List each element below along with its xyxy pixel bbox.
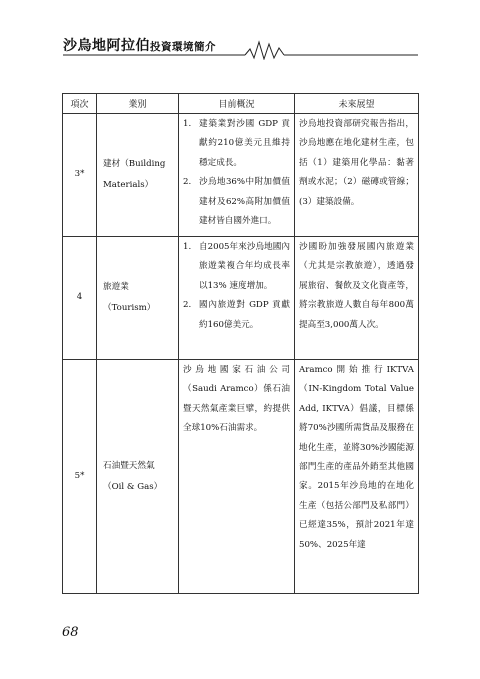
item-number: 1. bbox=[183, 242, 192, 252]
col-header-current: 目前概況 bbox=[179, 94, 295, 114]
category-en: Materials） bbox=[103, 180, 154, 190]
item-number: 2. bbox=[183, 177, 192, 188]
row-current bbox=[179, 237, 295, 360]
category-en: （Oil & Gas） bbox=[103, 481, 163, 492]
row-current: 沙烏地國家石油公司（Saudi Aramco）係石油暨天然氣產業巨擘，約提供全球10%石油需求。 bbox=[179, 360, 295, 594]
row-category bbox=[97, 360, 179, 594]
item-text: 國內旅遊對 GDP 貢獻約160億美元。 bbox=[199, 300, 290, 330]
list-item bbox=[183, 238, 290, 296]
running-header bbox=[63, 38, 418, 60]
item-number: 2. bbox=[183, 300, 192, 311]
category-zh: 石油暨天然氣 bbox=[103, 460, 155, 471]
item-text: 沙烏地36%中附加價值建材及62%高附加價值建材皆自國外進口。 bbox=[199, 177, 290, 227]
col-header-no: 項次 bbox=[63, 94, 97, 114]
row-category bbox=[97, 114, 179, 237]
item-number: 1. bbox=[183, 119, 192, 129]
table-header-row bbox=[63, 94, 419, 114]
row-category bbox=[97, 237, 179, 360]
table-row bbox=[63, 360, 419, 594]
table-row bbox=[63, 114, 419, 237]
page-number: 68 bbox=[62, 625, 79, 640]
table-row bbox=[63, 237, 419, 360]
list-item bbox=[183, 296, 290, 335]
col-header-future: 未來展望 bbox=[295, 94, 419, 114]
row-future: 沙國盼加強發展國內旅遊業（尤其是宗教旅遊），透過發展旅宿、餐飲及文化資產等，將宗教旅遊人數自每年800萬提高至3,000萬人次。 bbox=[295, 237, 419, 360]
row-no: 3* bbox=[63, 114, 97, 237]
list-item bbox=[183, 173, 290, 231]
industry-table bbox=[62, 93, 419, 594]
row-no: 5* bbox=[63, 360, 97, 594]
category-en: （Tourism） bbox=[103, 303, 156, 313]
category-zh: 建材（Building bbox=[103, 159, 166, 169]
header-title-main: 沙烏地阿拉伯 bbox=[63, 38, 150, 54]
row-future: Aramco開始推行IKTVA（IN-Kingdom Total Value Add, IKTVA）倡議，目標係將70%沙國所需貨品及服務在地化生產，並將30%沙國能源部門生產的產品外銷至其他國家。2015年沙烏地的在地化生產（包括公部門及私部門）已經達35%，預計2021年達50%、2025年達 bbox=[295, 360, 419, 594]
header-wave-rule bbox=[63, 38, 418, 60]
header-title-sub: 投資環境簡介 bbox=[150, 41, 216, 53]
row-no: 4 bbox=[63, 237, 97, 360]
row-future: 沙烏地投資部研究報告指出，沙烏地應在地化建材生產，包括（1）建築用化學品：黏著劑或水泥；（2）磁磚或管線；(3）建築設備。 bbox=[295, 114, 419, 237]
item-text: 自2005年來沙烏地國內旅遊業複合年均成長率以13% 速度增加。 bbox=[199, 242, 290, 291]
item-text: 建築業對沙國 GDP 貢獻約210億美元且維持穩定成長。 bbox=[199, 119, 290, 168]
col-header-category: 業別 bbox=[97, 94, 179, 114]
category-zh: 旅遊業 bbox=[103, 282, 129, 292]
row-current bbox=[179, 114, 295, 237]
list-item bbox=[183, 115, 290, 173]
